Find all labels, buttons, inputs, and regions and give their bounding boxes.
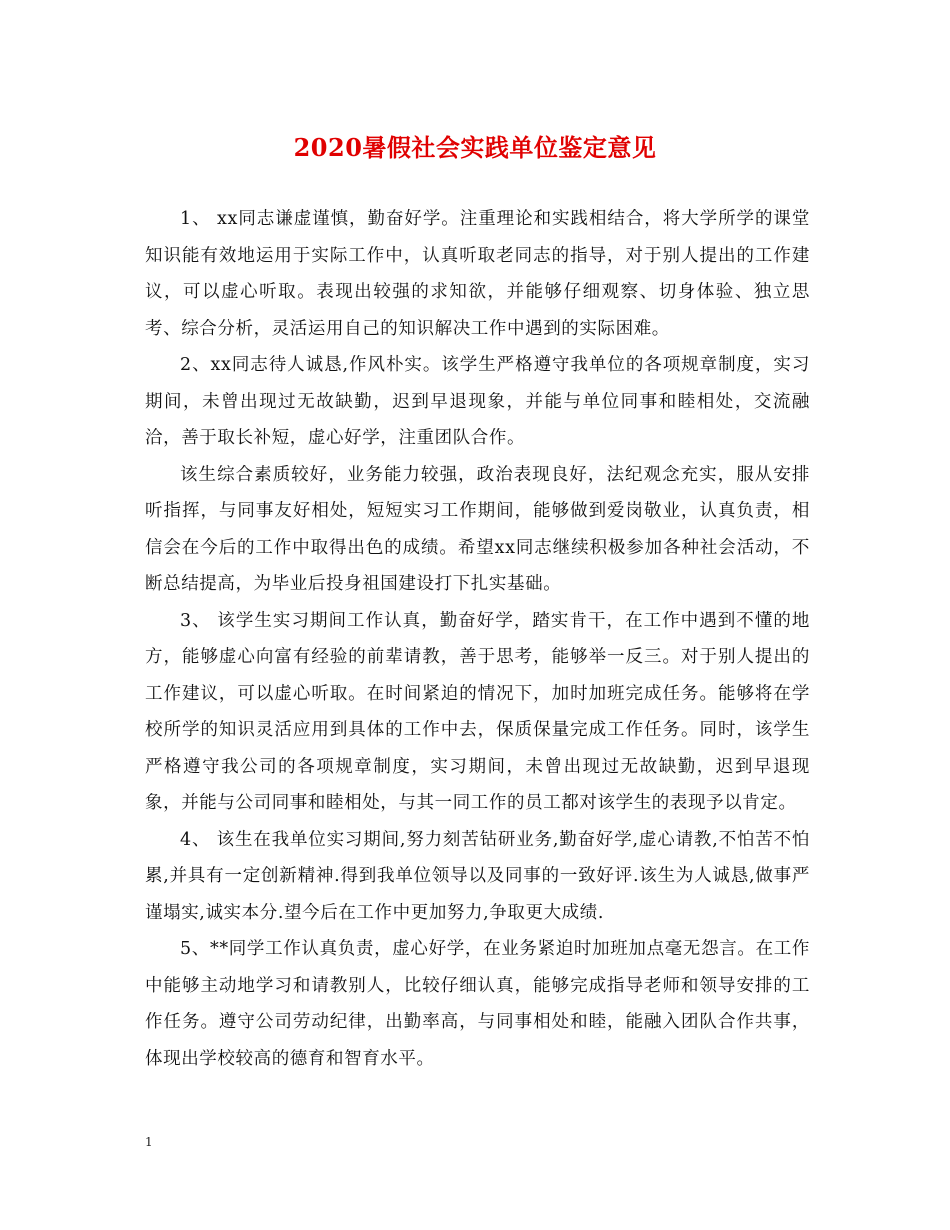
- paragraph-5: 4、 该生在我单位实习期间,努力刻苦钻研业务,勤奋好学,虚心请教,不怕苦不怕累,并具有一定创新精神.得到我单位领导以及同事的一致好评.该生为人诚恳,做事严谨塌实,诚实本分.望今后在工作中更加努力,争取更大成绩.: [145, 829, 810, 923]
- paragraph-2: 2、xx同志待人诚恳,作风朴实。该学生严格遵守我单位的各项规章制度，实习期间，未曾出现过无故缺勤，迟到早退现象，并能与单位同事和睦相处，交流融洽，善于取长补短，虚心好学，注重团队合作。: [145, 355, 810, 448]
- paragraph-1: 1、 xx同志谦虚谨慎，勤奋好学。注重理论和实践相结合，将大学所学的课堂知识能有效地运用于实际工作中，认真听取老同志的指导，对于别人提出的工作建议，可以虚心听取。表现出较强的求知欲，并能够仔细观察、切身体验、独立思考、综合分析，灵活运用自己的知识解决工作中遇到的实际困难。: [145, 209, 810, 339]
- page-number: 1: [145, 1135, 153, 1149]
- paragraph-6: 5、**同学工作认真负责，虚心好学，在业务紧迫时加班加点毫无怨言。在工作中能够主动地学习和请教别人，比较仔细认真，能够完成指导老师和领导安排的工作任务。遵守公司劳动纪律，出勤率高，与同事相处和睦，能融入团队合作共事，体现出学校较高的德育和智育水平。: [145, 939, 810, 1069]
- document-title: 2020暑假社会实践单位鉴定意见: [293, 133, 657, 162]
- document-body: [145, 201, 810, 1077]
- paragraph-4: 3、 该学生实习期间工作认真，勤奋好学，踏实肯干，在工作中遇到不懂的地方，能够虚心向富有经验的前辈请教，善于思考，能够举一反三。对于别人提出的工作建议，可以虚心听取。在时间紧迫的情况下，加时加班完成任务。能够将在学校所学的知识灵活应用到具体的工作中去，保质保量完成工作任务。同时，该学生严格遵守我公司的各项规章制度，实习期间，未曾出现过无故缺勤，迟到早退现象，并能与公司同事和睦相处，与其一同工作的员工都对该学生的表现予以肯定。: [145, 610, 810, 813]
- paragraph-3: 该生综合素质较好，业务能力较强，政治表现良好，法纪观念充实，服从安排听指挥，与同事友好相处，短短实习工作期间，能够做到爱岗敬业，认真负责，相信会在今后的工作中取得出色的成绩。希望xx同志继续积极参加各种社会活动，不断总结提高，为毕业后投身祖国建设打下扎实基础。: [145, 464, 810, 594]
